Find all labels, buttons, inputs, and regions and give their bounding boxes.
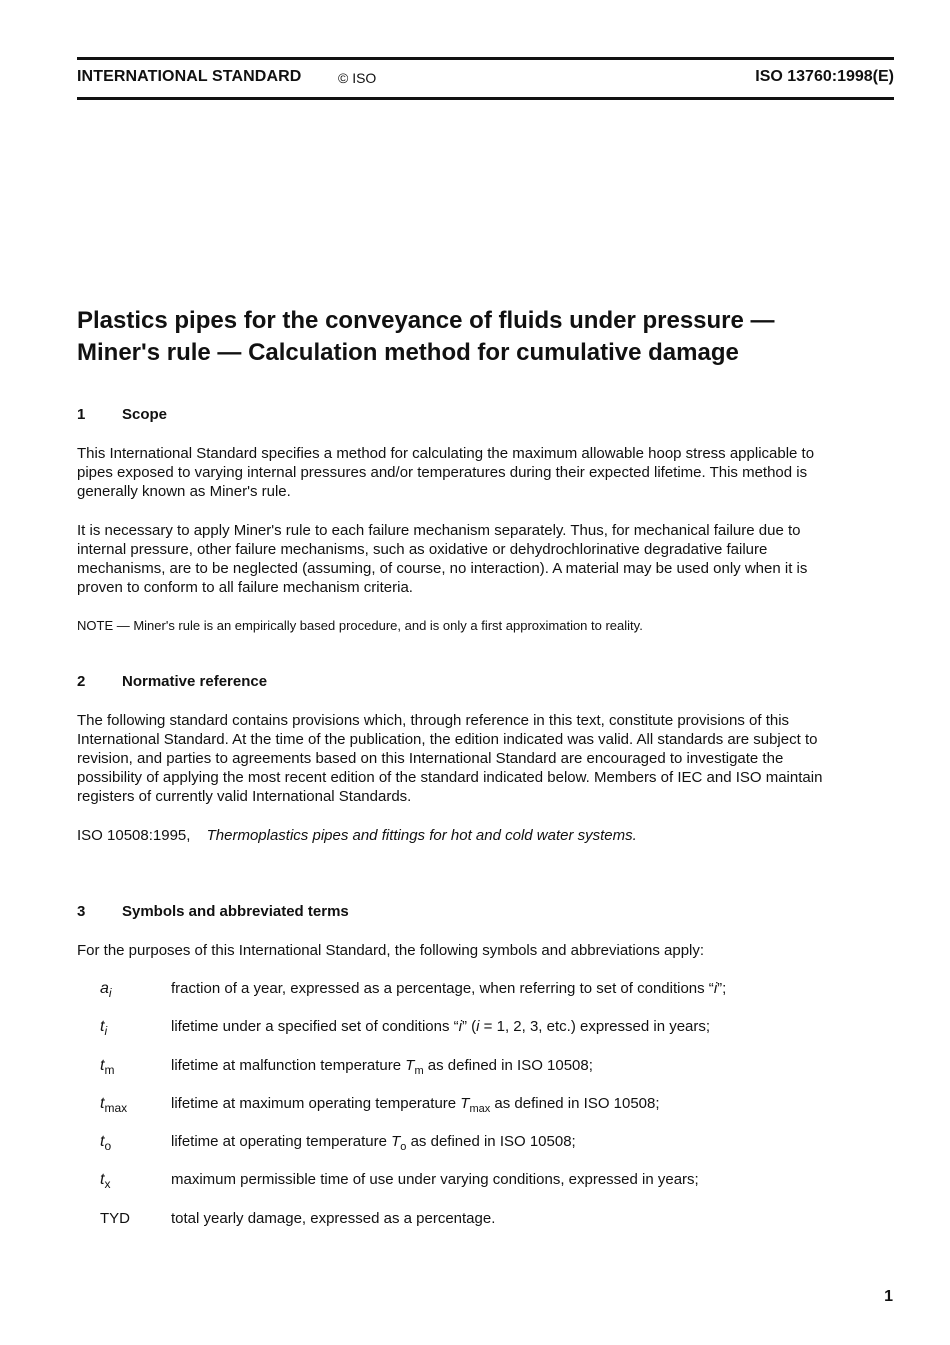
- symbol-definition: lifetime at operating temperature $T_o$ as defined in ISO 10508;: [171, 1133, 576, 1153]
- symbol-definition: lifetime at malfunction temperature $T_m$ as defined in ISO 10508;: [171, 1057, 593, 1077]
- copyright-notice: © ISO: [338, 70, 377, 86]
- section-number: 3: [77, 903, 86, 920]
- symbol: $t_i$: [100, 1018, 108, 1038]
- document-number: ISO 13760:1998(E): [755, 68, 894, 85]
- header-bottom-rule: [77, 97, 894, 100]
- document-type: INTERNATIONAL STANDARD: [77, 68, 302, 85]
- section-title: Scope: [122, 406, 168, 423]
- text-line: International Standard. At the time of the publication, the edition indicated was valid. All standards are subject to: [77, 731, 818, 748]
- text-line: possibility of applying the most recent edition of the standard indicated below. Members of IEC and ISO maintain: [77, 769, 823, 786]
- text-line: proven to conform to all failure mechanism criteria.: [77, 579, 413, 596]
- symbol: $a_i$: [100, 980, 112, 1000]
- title-line-1: Plastics pipes for the conveyance of fluids under pressure —: [77, 307, 775, 334]
- text-line: internal pressure, other failure mechanisms, such as oxidative or dehydrochlorinative degradative failure: [77, 541, 768, 558]
- text-line: pipes exposed to varying internal pressures and/or temperatures during their expected lifetime. This method is: [77, 464, 808, 481]
- symbol: $t_o$: [100, 1133, 112, 1153]
- text-line: The following standard contains provisions which, through reference in this text, constitute provisions of this: [77, 712, 790, 729]
- page-number: 1: [884, 1288, 893, 1305]
- symbol-definition: maximum permissible time of use under varying conditions, expressed in years;: [171, 1171, 699, 1188]
- document-title: [77, 305, 897, 369]
- scope-paragraph-1: [77, 444, 892, 501]
- symbols-intro: For the purposes of this International Standard, the following symbols and abbreviations apply:: [77, 942, 705, 959]
- symbol-definition: fraction of a year, expressed as a percentage, when referring to set of conditions “i”;: [171, 980, 727, 997]
- symbol: $t_m$: [100, 1057, 115, 1077]
- symbol: $t_x$: [100, 1171, 111, 1191]
- reference-title: Thermoplastics pipes and fittings for hot and cold water systems.: [206, 827, 637, 844]
- reference-entry: [77, 826, 892, 845]
- reference-code: ISO 10508:1995,: [77, 827, 191, 844]
- scope-note: NOTE — Miner's rule is an empirically based procedure, and is only a first approximation to reality.: [77, 618, 643, 633]
- section-number: 1: [77, 406, 86, 423]
- symbol-definition: lifetime at maximum operating temperature $T_{max}$ as defined in ISO 10508;: [171, 1095, 660, 1115]
- header-top-rule: [77, 57, 894, 60]
- symbol: TYD: [100, 1210, 130, 1227]
- title-line-2: Miner's rule — Calculation method for cumulative damage: [77, 339, 739, 366]
- section-number: 2: [77, 673, 86, 690]
- section-3-heading: [77, 903, 349, 920]
- running-header: [77, 68, 894, 90]
- text-line: revision, and parties to agreements based on this International Standard are encouraged to investigate the: [77, 750, 784, 767]
- text-line: It is necessary to apply Miner's rule to each failure mechanism separately. Thus, for mechanical failure due to: [77, 522, 801, 539]
- symbol-definition: total yearly damage, expressed as a percentage.: [171, 1210, 496, 1227]
- text-line: This International Standard specifies a method for calculating the maximum allowable hoop stress applicable to: [77, 445, 815, 462]
- symbol: $t_{max}$: [100, 1095, 128, 1115]
- section-title: Symbols and abbreviated terms: [122, 903, 349, 920]
- section-2-heading: [77, 673, 267, 690]
- section-1-heading: [77, 406, 167, 423]
- section-title: Normative reference: [122, 673, 268, 690]
- text-line: mechanisms, are to be neglected (assuming, of course, no interaction). A material may be used only when it is: [77, 560, 808, 577]
- text-line: generally known as Miner's rule.: [77, 483, 291, 500]
- symbol-definition: lifetime under a specified set of conditions “i” (i = 1, 2, 3, etc.) expressed in years;: [171, 1018, 711, 1035]
- text-line: registers of currently valid International Standards.: [77, 788, 412, 805]
- scope-paragraph-2: [77, 521, 892, 597]
- normative-reference-paragraph: [77, 711, 892, 806]
